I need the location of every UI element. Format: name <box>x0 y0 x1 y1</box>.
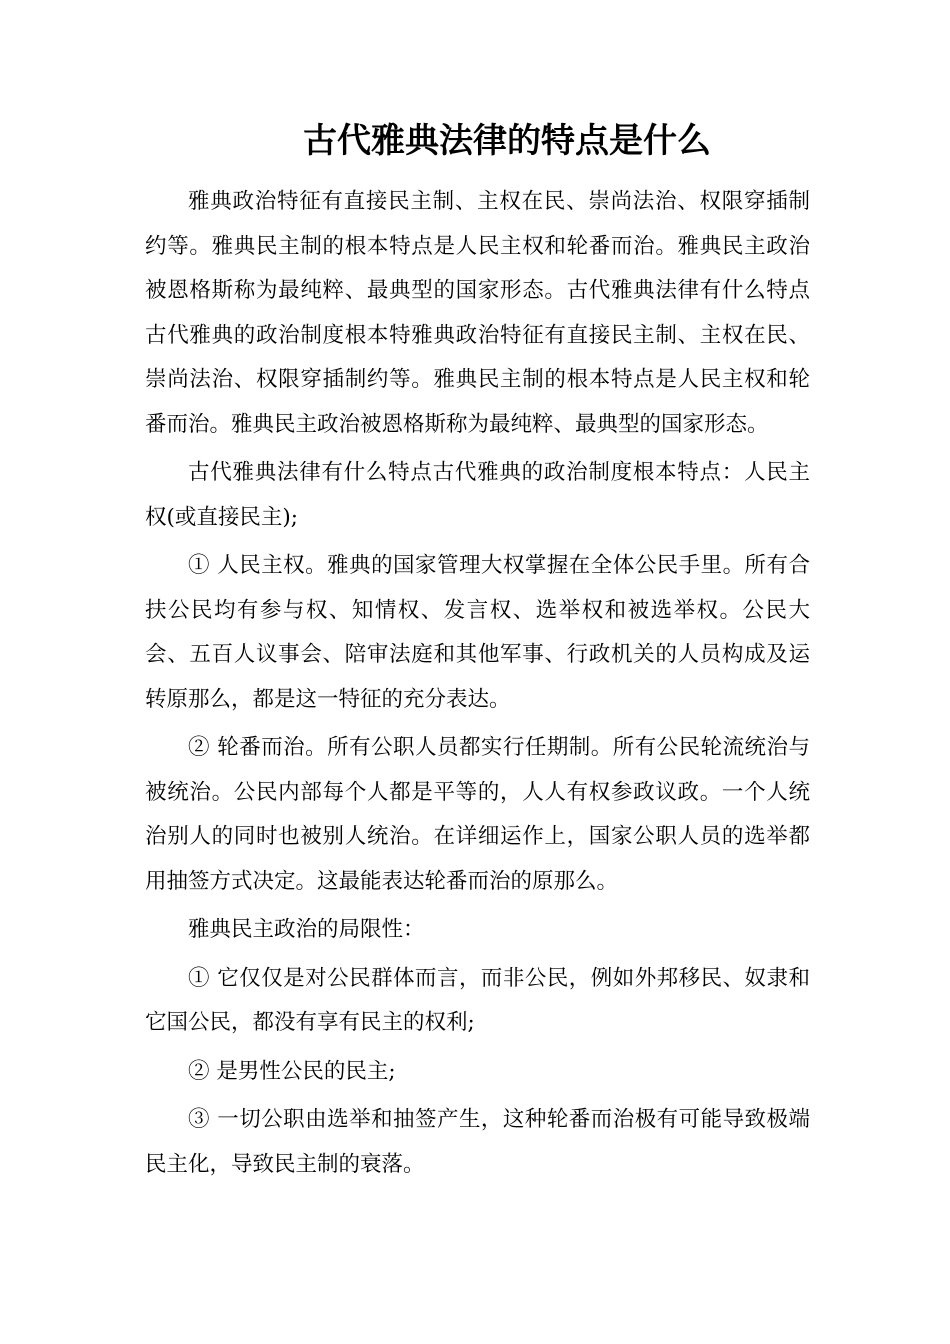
document-body <box>145 180 810 1187</box>
paragraph-features: 古代雅典法律有什么特点古代雅典的政治制度根本特点：人民主权(或直接民主); <box>145 460 810 530</box>
paragraph-limitation-2: ② 是男性公民的民主; <box>188 1058 396 1084</box>
page-title: 古代雅典法律的特点是什么 <box>303 121 711 161</box>
paragraph-limitation-3: ③ 一切公职由选举和抽签产生，这种轮番而治极有可能导致极端民主化，导致民主制的衰落。 <box>145 1107 810 1177</box>
paragraph-point-2: ② 轮番而治。所有公职人员都实行任期制。所有公民轮流统治与被统治。公民内部每个人都是平等的，人人有权参政议政。一个人统治别人的同时也被别人统治。在详细运作上，国家公职人员的选举都用抽签方式决定。这最能表达轮番而治的原那么。 <box>145 735 810 894</box>
paragraph-point-1: ① 人民主权。雅典的国家管理大权掌握在全体公民手里。所有合扶公民均有参与权、知情权、发言权、选举权和被选举权。公民大会、五百人议事会、陪审法庭和其他军事、行政机关的人员构成及运转原那么，都是这一特征的充分表达。 <box>145 553 810 712</box>
paragraph-intro: 雅典政治特征有直接民主制、主权在民、崇尚法治、权限穿插制约等。雅典民主制的根本特点是人民主权和轮番而治。雅典民主政治被恩格斯称为最纯粹、最典型的国家形态。古代雅典法律有什么特点古代雅典的政治制度根本特雅典政治特征有直接民主制、主权在民、崇尚法治、权限穿插制约等。雅典民主制的根本特点是人民主权和轮番而治。雅典民主政治被恩格斯称为最纯粹、最典型的国家形态。 <box>145 189 810 437</box>
paragraph-limitations-heading: 雅典民主政治的局限性： <box>188 917 425 942</box>
paragraph-limitation-1: ① 它仅仅是对公民群体而言，而非公民，例如外邦移民、奴隶和它国公民，都没有享有民主的权利; <box>145 965 810 1035</box>
